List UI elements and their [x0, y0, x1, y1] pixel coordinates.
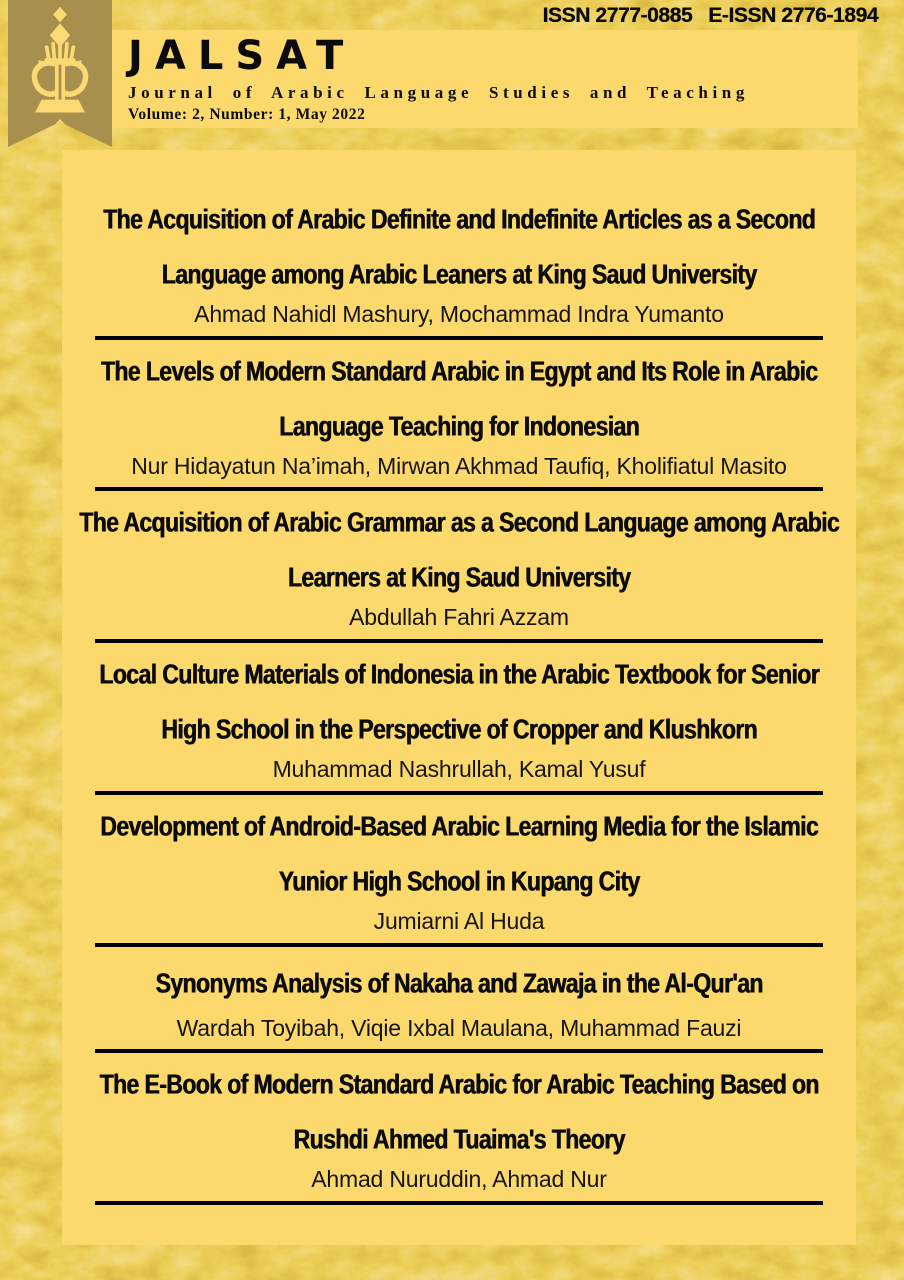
masthead-band [110, 30, 858, 128]
article-authors: Nur Hidayatun Na’imah, Mirwan Akhmad Taufiq, Kholifiatul Masito [131, 452, 787, 479]
issn-row [542, 4, 878, 28]
article-title: The Acquisition of Arabic Grammar as a Second Language among Arabic Learners at King Saud University [79, 506, 839, 594]
journal-title: JALSAT [128, 33, 356, 79]
article-authors: Wardah Toyibah, Viqie Ixbal Maulana, Muhammad Fauzi [176, 1014, 742, 1041]
article-authors: Jumiarni Al Huda [373, 907, 545, 934]
article-entry [74, 505, 844, 643]
divider-rule [95, 791, 823, 795]
article-authors: Ahmad Nuruddin, Ahmad Nur [311, 1166, 607, 1193]
article-entry [74, 961, 844, 1054]
article-entry [74, 809, 844, 947]
divider-rule [95, 336, 823, 340]
article-entry [74, 657, 844, 795]
issn-label: ISSN 2777-0885 [542, 4, 693, 27]
article-authors: Muhammad Nashrullah, Kamal Yusuf [272, 756, 646, 783]
article-authors: Ahmad Nahidl Mashury, Mochammad Indra Yumanto [194, 301, 724, 327]
article-entry [74, 354, 844, 492]
divider-rule [95, 1049, 823, 1053]
divider-rule [95, 1201, 823, 1205]
article-title: Development of Android-Based Arabic Learning Media for the Islamic Yunior High School in Kupang City [100, 809, 818, 897]
divider-rule [95, 639, 823, 643]
divider-rule [95, 487, 823, 491]
table-of-contents-card [62, 150, 856, 1245]
article-title: The Levels of Modern Standard Arabic in Egypt and Its Role in Arabic Language Teaching for Indonesian [100, 354, 818, 442]
article-authors: Abdullah Fahri Azzam [349, 604, 569, 631]
article-title: Synonyms Analysis of Nakaha and Zawaja in the Al-Qur'an [155, 966, 763, 999]
journal-subtitle: Journal of Arabic Language Studies and Teaching [128, 83, 749, 102]
article-title: The Acquisition of Arabic Definite and Indefinite Articles as a Second Language among Arabic Leaners at King Saud University [102, 203, 815, 290]
article-entry [74, 202, 844, 340]
article-title: The E-Book of Modern Standard Arabic for Arabic Teaching Based on Rushdi Ahmed Tuaima's Theory [99, 1068, 819, 1155]
article-entry [74, 1067, 844, 1205]
volume-issue-date: Volume: 2, Number: 1, May 2022 [128, 106, 366, 123]
article-title: Local Culture Materials of Indonesia in the Arabic Textbook for Senior High School in the Perspective of Cropper and Klushkorn [99, 658, 819, 745]
eissn-label: E-ISSN 2776-1894 [708, 4, 878, 27]
divider-rule [95, 943, 823, 947]
